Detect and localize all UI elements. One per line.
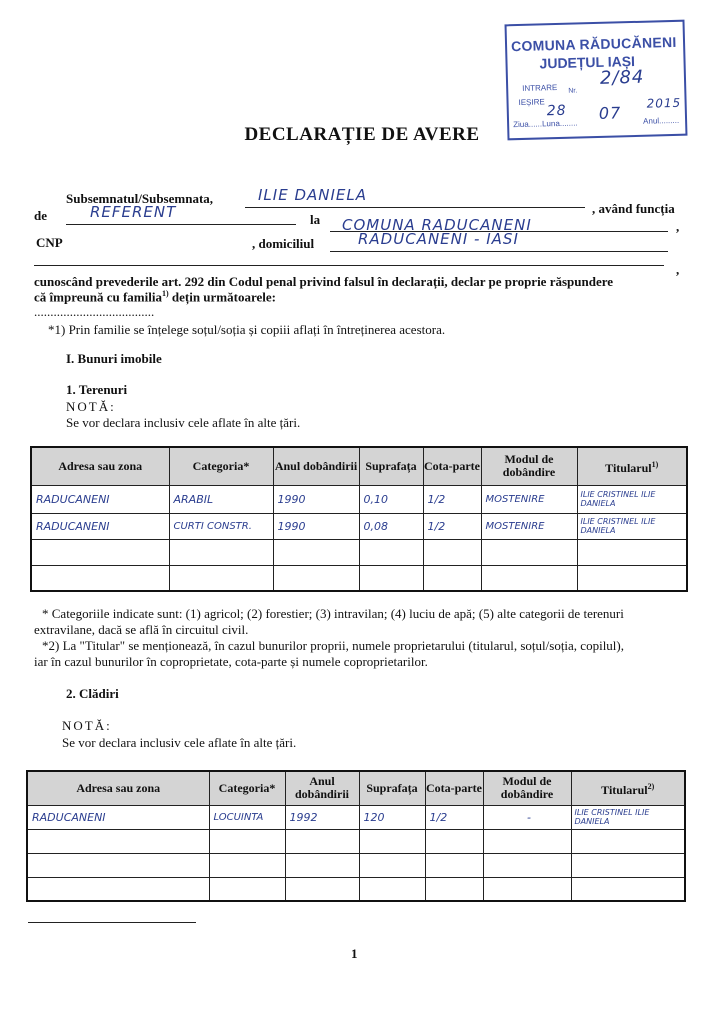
- cell[interactable]: [27, 829, 209, 853]
- cell[interactable]: 1992: [285, 805, 359, 829]
- note-titular: *2) La "Titular" se menționează, în cazul bunurilor proprii, numele proprietarului (titularul, soțul/soția, copilul),: [42, 638, 624, 653]
- cell[interactable]: [571, 877, 685, 901]
- cell[interactable]: [285, 829, 359, 853]
- label-domiciliul: , domiciliul: [252, 236, 315, 251]
- cell[interactable]: LOCUINTA: [209, 805, 285, 829]
- stamp-iesire: IEȘIRE: [518, 97, 545, 108]
- cell[interactable]: 1990: [273, 485, 359, 513]
- note-titular-2: iar în cazul bunurilor în coproprietate, cota-parte și numele coproprietarilor.: [34, 654, 428, 669]
- cell[interactable]: [359, 829, 425, 853]
- cell[interactable]: [571, 829, 685, 853]
- stamp-nr: Nr.: [568, 87, 578, 95]
- cell[interactable]: [209, 877, 285, 901]
- header-categoria: Categoria*: [209, 771, 285, 805]
- cell[interactable]: ARABIL: [169, 485, 273, 513]
- table-row: [31, 513, 687, 539]
- value-nume[interactable]: ILIE DANIELA: [258, 186, 368, 204]
- table-row: [27, 829, 685, 853]
- cell[interactable]: [273, 565, 359, 591]
- value-institutia[interactable]: COMUNA RADUCANENI: [342, 216, 532, 234]
- cell[interactable]: 0,08: [359, 513, 423, 539]
- line-functia: [66, 224, 296, 225]
- header-titularul-sup: 2): [647, 781, 655, 791]
- header-cota: Cota-parte: [423, 447, 481, 485]
- label-avand-functia: , având funcția: [592, 201, 675, 216]
- cell[interactable]: RADUCANENI: [31, 485, 169, 513]
- cell[interactable]: CURTI CONSTR.: [169, 513, 273, 539]
- table-cladiri: [26, 770, 686, 902]
- header-titularul-text: Titularul: [605, 460, 652, 475]
- header-titularul: [571, 771, 685, 805]
- header-titularul: [577, 447, 687, 485]
- value-functia[interactable]: REFERENT: [90, 203, 177, 221]
- line-cnp: [34, 265, 664, 266]
- registration-stamp: [505, 20, 688, 141]
- cell[interactable]: [359, 565, 423, 591]
- cell[interactable]: [425, 853, 483, 877]
- cell[interactable]: 1/2: [425, 805, 483, 829]
- value-domiciliu[interactable]: RADUCANENI - IASI: [358, 230, 519, 248]
- cell[interactable]: [577, 539, 687, 565]
- stamp-ziua-luna: Ziua......Luna........: [513, 118, 578, 130]
- page-number: 1: [351, 946, 358, 961]
- cell[interactable]: 120: [359, 805, 425, 829]
- cell[interactable]: [31, 565, 169, 591]
- footnote-separator: [28, 922, 196, 923]
- cell[interactable]: [285, 877, 359, 901]
- cell[interactable]: RADUCANENI: [27, 805, 209, 829]
- subsection-terenuri: 1. Terenuri: [66, 382, 128, 397]
- stamp-intrare: INTRARE: [522, 83, 558, 93]
- note-categorii: * Categoriile indicate sunt: (1) agricol; (2) forestier; (3) intravilan; (4) luciu de apă; (5) alte categorii de terenuri: [42, 606, 624, 621]
- dotted-line: .....................................: [34, 304, 155, 319]
- cell[interactable]: -: [483, 805, 571, 829]
- cell[interactable]: [359, 853, 425, 877]
- cell[interactable]: 0,10: [359, 485, 423, 513]
- cell[interactable]: [209, 853, 285, 877]
- cell[interactable]: [577, 565, 687, 591]
- nota-cladiri: NOTĂ:: [62, 718, 112, 733]
- cell[interactable]: [27, 877, 209, 901]
- label-de: de: [34, 208, 47, 223]
- table-terenuri: [30, 446, 688, 592]
- nota-text-cladiri: Se vor declara inclusiv cele aflate în alte țări.: [62, 735, 297, 750]
- table-row: [31, 565, 687, 591]
- cell[interactable]: ILIE CRISTINEL ILIE DANIELA: [577, 513, 687, 539]
- sup-1: 1): [161, 289, 169, 298]
- comma-2: ,: [676, 262, 680, 277]
- header-titularul-sup: 1): [651, 459, 659, 469]
- table-row: [27, 877, 685, 901]
- header-adresa: Adresa sau zona: [27, 771, 209, 805]
- cell[interactable]: [571, 853, 685, 877]
- header-anul: Anul dobândirii: [273, 447, 359, 485]
- header-modul: Modul de dobândire: [483, 771, 571, 805]
- stamp-handwritten-year: 2015: [646, 95, 682, 111]
- nota-text-terenuri: Se vor declara inclusiv cele aflate în alte țări.: [66, 415, 301, 430]
- cell[interactable]: 1/2: [423, 513, 481, 539]
- section-bunuri-imobile: I. Bunuri imobile: [66, 351, 162, 366]
- header-anul: Anul dobândirii: [285, 771, 359, 805]
- footnote-familie: *1) Prin familie se înțelege soțul/soția și copiii aflați în întreținerea acestora.: [48, 322, 446, 337]
- stamp-line-2: JUDEȚUL IAȘI: [539, 52, 636, 72]
- table-header-row: [31, 447, 687, 485]
- cell[interactable]: RADUCANENI: [31, 513, 169, 539]
- cell[interactable]: 1/2: [423, 485, 481, 513]
- stamp-handwritten-nr: 2/84: [599, 66, 645, 89]
- table-row: [27, 805, 685, 829]
- text-cunoscand-2: [34, 289, 276, 305]
- table-row: [31, 485, 687, 513]
- cell[interactable]: [359, 539, 423, 565]
- header-modul: Modul de dobândire: [481, 447, 577, 485]
- cell[interactable]: ILIE CRISTINEL ILIE DANIELA: [571, 805, 685, 829]
- cell[interactable]: [209, 829, 285, 853]
- text-cunoscand-2a: că împreună cu familia: [34, 289, 162, 305]
- comma-1: ,: [676, 219, 680, 234]
- cell[interactable]: [483, 853, 571, 877]
- cell[interactable]: [425, 877, 483, 901]
- cell[interactable]: 1990: [273, 513, 359, 539]
- cell[interactable]: ILIE CRISTINEL ILIE DANIELA: [577, 485, 687, 513]
- cell[interactable]: [481, 539, 577, 565]
- cell[interactable]: [483, 829, 571, 853]
- table-header-row: [27, 771, 685, 805]
- cell[interactable]: [425, 829, 483, 853]
- header-adresa: Adresa sau zona: [31, 447, 169, 485]
- stamp-handwritten-day: 28: [546, 102, 567, 120]
- cell[interactable]: [169, 565, 273, 591]
- header-cota: Cota-parte: [425, 771, 483, 805]
- cell[interactable]: MOSTENIRE: [481, 513, 577, 539]
- table-row: [27, 853, 685, 877]
- header-categoria: Categoria*: [169, 447, 273, 485]
- header-suprafata: Suprafața: [359, 771, 425, 805]
- cell[interactable]: MOSTENIRE: [481, 485, 577, 513]
- header-suprafata: Suprafața: [359, 447, 423, 485]
- label-cnp: CNP: [36, 235, 63, 250]
- header-titularul-text: Titularul: [601, 782, 648, 797]
- line-domiciliu: [330, 251, 668, 252]
- cell[interactable]: [423, 539, 481, 565]
- table-row: [31, 539, 687, 565]
- cell[interactable]: [169, 539, 273, 565]
- text-cunoscand-2b: dețin următoarele:: [168, 289, 276, 305]
- cell[interactable]: [481, 565, 577, 591]
- note-categorii-2: extravilane, dacă se află în circuitul civil.: [34, 622, 249, 637]
- subsection-cladiri: 2. Clădiri: [66, 686, 119, 701]
- text-cunoscand-1: cunoscând prevederile art. 292 din Codul penal privind falsul în declarații, declar pe proprie răspundere: [34, 274, 614, 289]
- cell[interactable]: [273, 539, 359, 565]
- stamp-anul: Anul.........: [642, 115, 680, 126]
- cell[interactable]: [483, 877, 571, 901]
- document-title: DECLARAȚIE DE AVERE: [244, 124, 480, 145]
- stamp-handwritten-month: 07: [598, 103, 622, 123]
- cell[interactable]: [27, 853, 209, 877]
- label-la: la: [310, 212, 321, 227]
- label-subsemnatul: Subsemnatul/Subsemnata,: [66, 191, 214, 206]
- cell[interactable]: [285, 853, 359, 877]
- stamp-line-1: COMUNA RĂDUCĂNENI: [510, 33, 677, 55]
- cell[interactable]: [31, 539, 169, 565]
- cell[interactable]: [423, 565, 481, 591]
- nota-terenuri: NOTĂ:: [66, 399, 116, 414]
- line-nume: [245, 207, 585, 208]
- cell[interactable]: [359, 877, 425, 901]
